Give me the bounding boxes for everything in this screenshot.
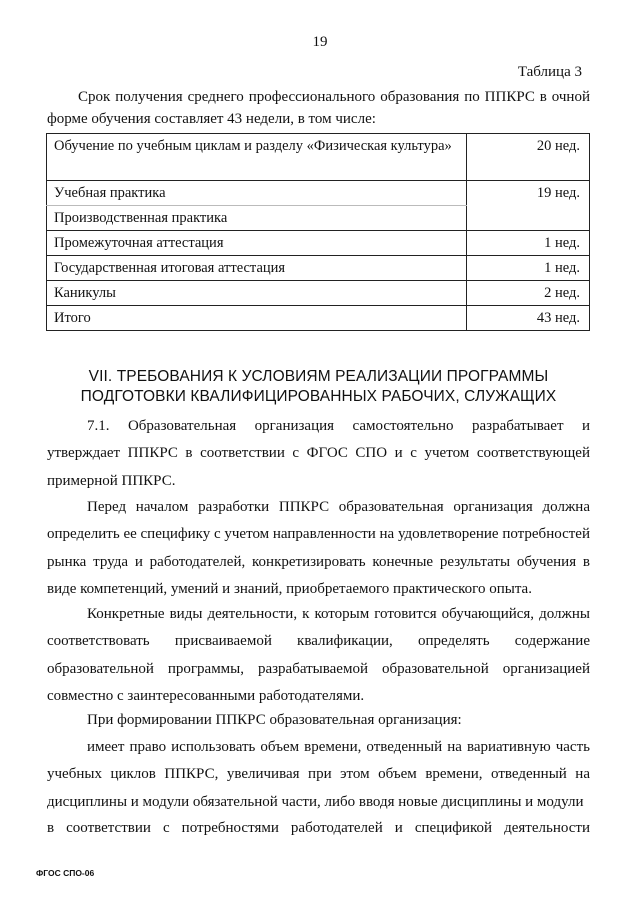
table-cell-value: 43 нед. (467, 306, 590, 331)
body-paragraph: имеет право использовать объем времени, отведенный на вариативную часть учебных циклов ППКРС, увеличивая при этом объем времени, отведенный на дисциплины и модули обязательной части, либо вводя новые дисциплины и модули (47, 739, 590, 810)
body-paragraph: При формировании ППКРС образовательная организация: (87, 712, 462, 728)
table-cell-value: 20 нед. (467, 134, 590, 181)
table-cell-label: Обучение по учебным циклам и разделу «Физическая культура» (47, 134, 467, 181)
table-cell-value: 1 нед. (467, 256, 590, 281)
intro-paragraph: Срок получения среднего профессионального образования по ППКРС в очной форме обучения составляет 43 недели, в том числе: (47, 89, 590, 127)
table-cell-label: Каникулы (47, 281, 467, 306)
table-cell-value: 1 нед. (467, 231, 590, 256)
table-cell-label: Государственная итоговая аттестация (47, 256, 467, 281)
footer-document-code: ФГОС СПО-06 (36, 868, 95, 878)
table-row (47, 134, 590, 181)
table-row (47, 306, 590, 331)
table-row (47, 231, 590, 256)
section-heading-line: VII. ТРЕБОВАНИЯ К УСЛОВИЯМ РЕАЛИЗАЦИИ ПРОГРАММЫ (88, 368, 549, 385)
page-number: 19 (312, 34, 328, 50)
body-paragraph: Конкретные виды деятельности, к которым готовится обучающийся, должны соответствовать присваиваемой квалификации, определять содержание образовательной программы, разрабатываемой образовательной организацией совместно с заинтересованными работодателями. (47, 606, 590, 704)
section-heading (47, 367, 590, 407)
table-cell-label: Учебная практика (47, 181, 467, 206)
body-paragraph: Перед началом разработки ППКРС образовательная организация должна определить ее специфику с учетом направленности на удовлетворение потребностей рынка труда и работодателей, конкретизировать конечные результаты обучения в виде компетенций, умений и знаний, приобретаемого практического опыта. (47, 499, 590, 597)
body-paragraph: в соответствии с потребностями работодателей и спецификой деятельности (47, 820, 590, 836)
table-row (47, 281, 590, 306)
table-row (47, 256, 590, 281)
section-heading-line: ПОДГОТОВКИ КВАЛИФИЦИРОВАННЫХ РАБОЧИХ, СЛУЖАЩИХ (80, 388, 557, 405)
body-paragraph: 7.1. Образовательная организация самостоятельно разрабатывает и утверждает ППКРС в соответствии с ФГОС СПО и с учетом соответствующей примерной ППКРС. (47, 418, 590, 489)
table-caption: Таблица 3 (517, 64, 582, 80)
study-duration-table (46, 133, 590, 331)
table-cell-value: 19 нед. (467, 181, 590, 231)
table-cell-label: Промежуточная аттестация (47, 231, 467, 256)
table-cell-label: Производственная практика (47, 206, 467, 231)
table-cell-value: 2 нед. (467, 281, 590, 306)
table-row (47, 181, 590, 206)
table-cell-label: Итого (47, 306, 467, 331)
